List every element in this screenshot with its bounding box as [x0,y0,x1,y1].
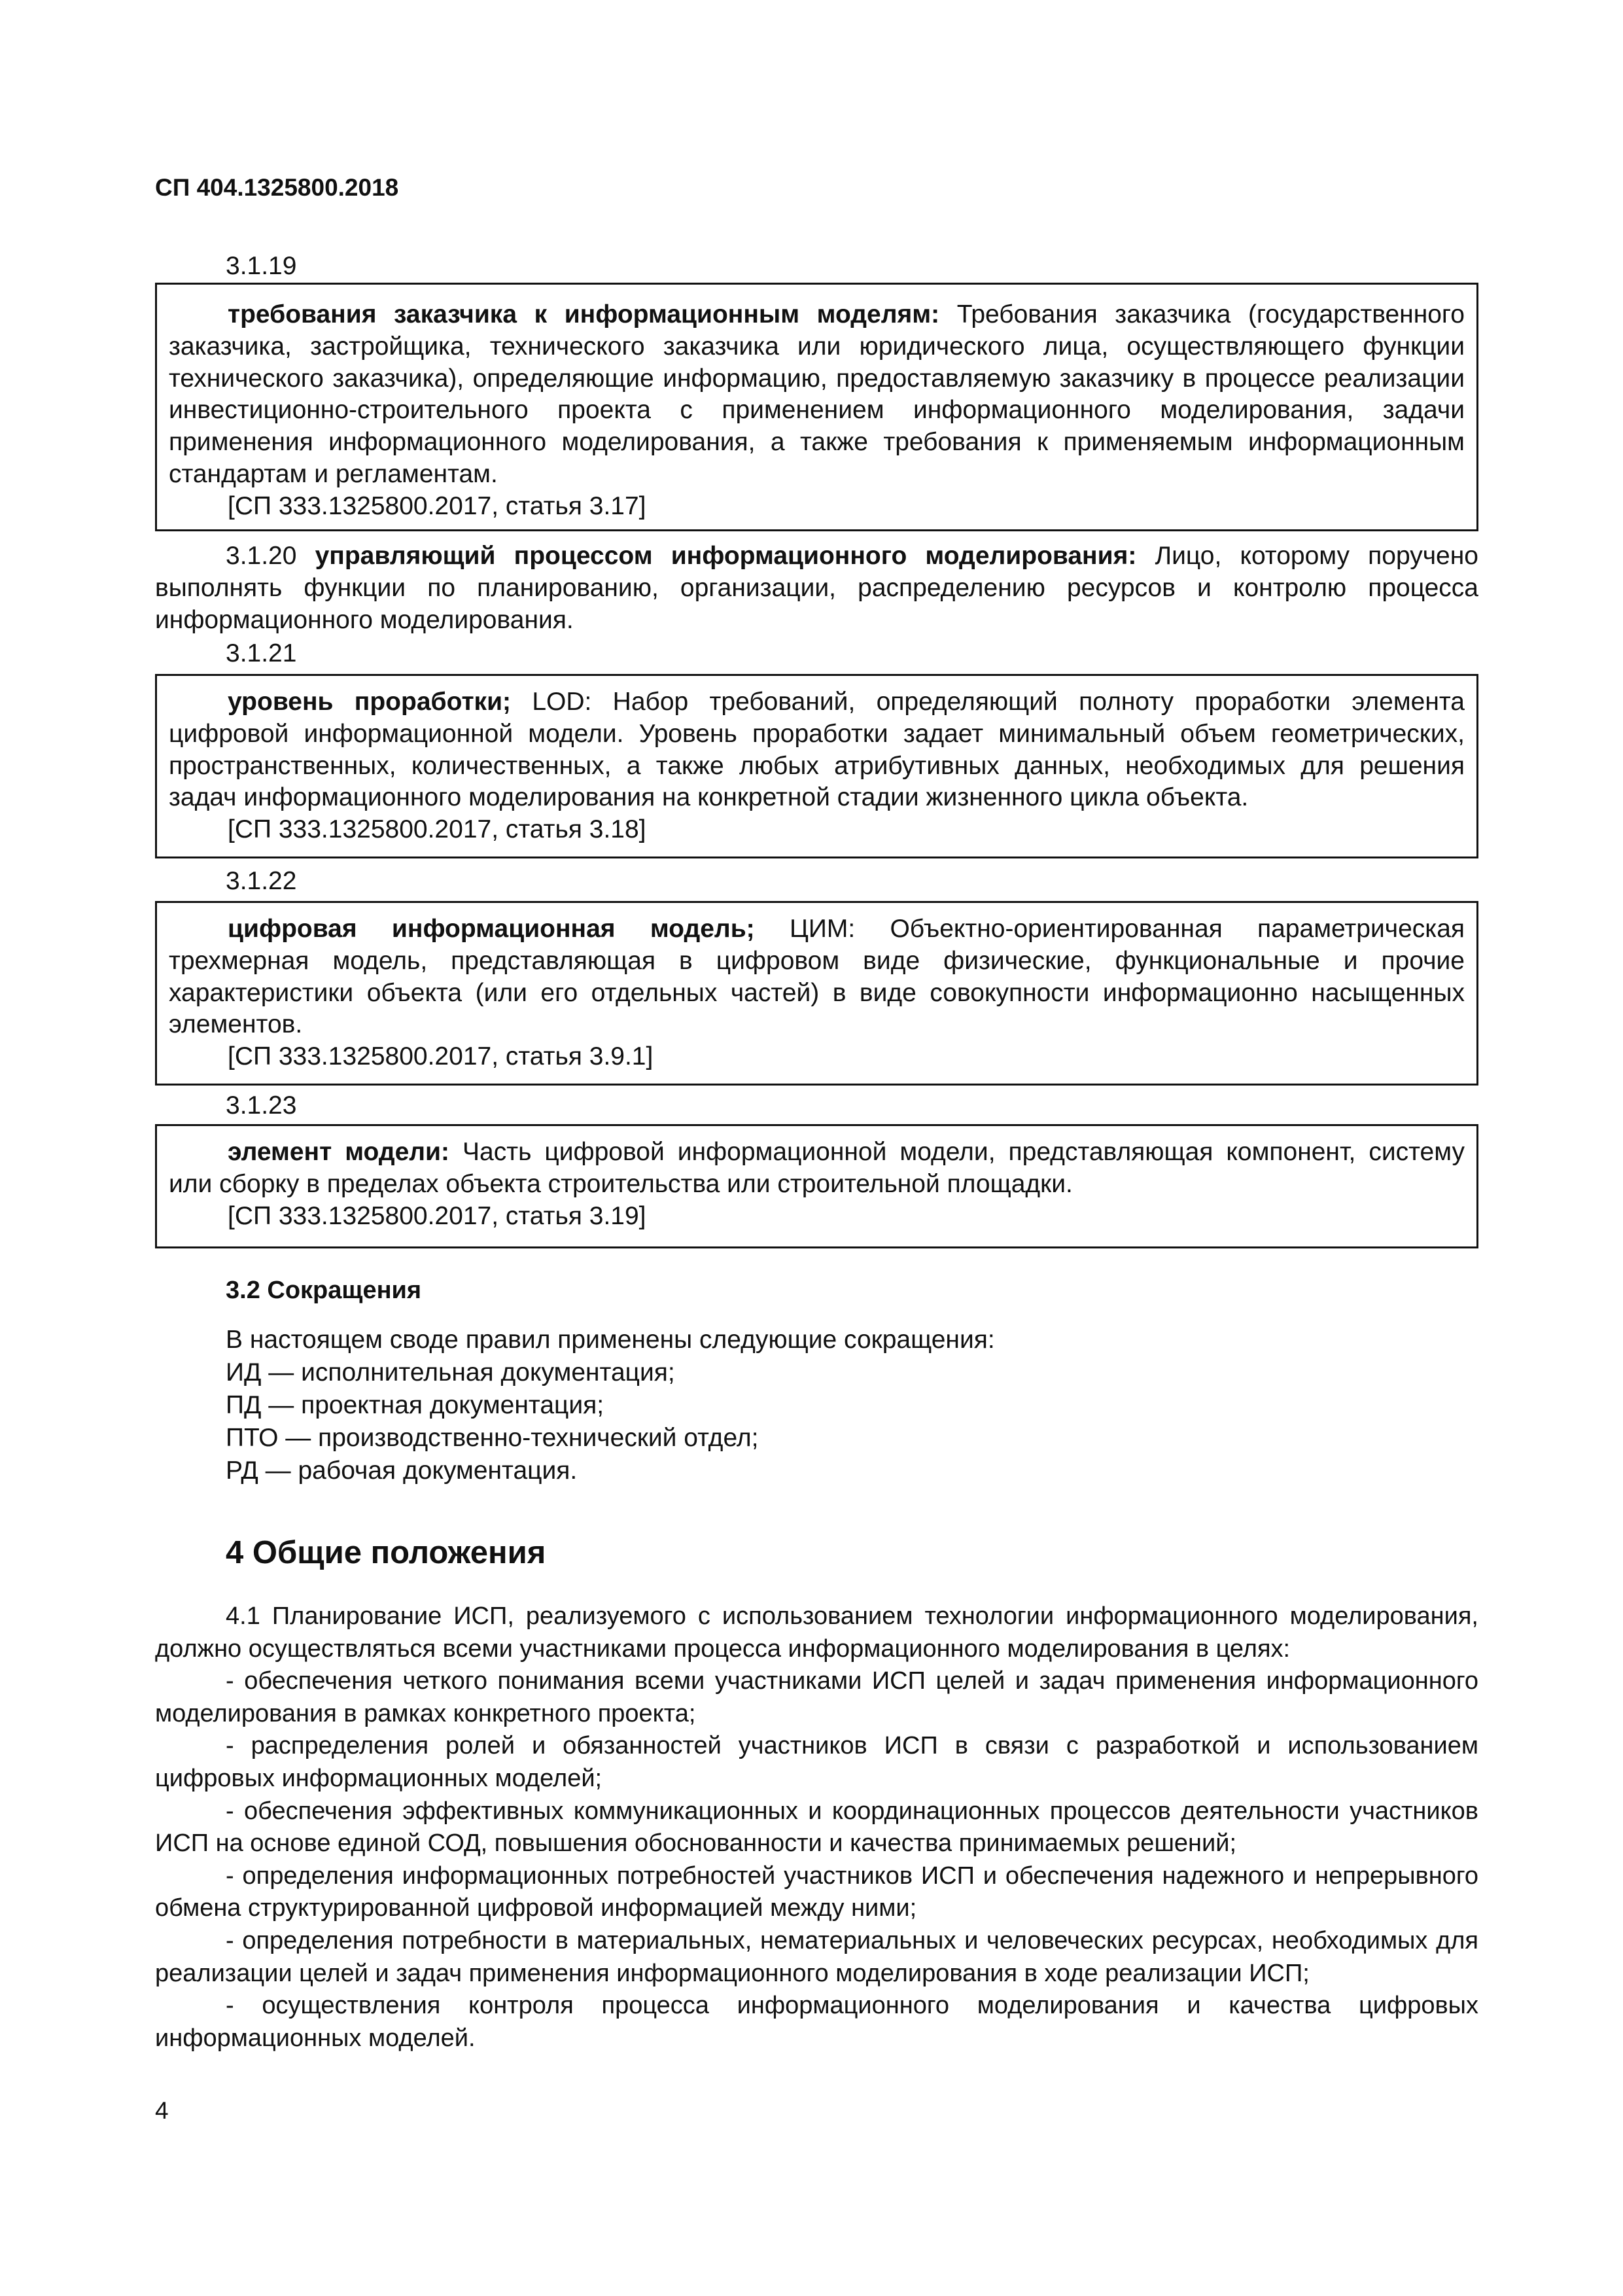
term-name: управляющий процессом информационного моделирования: [315,542,1137,570]
term-source: [СП 333.1325800.2017, статья 3.17] [228,491,646,520]
term-number: 3.1.23 [226,1091,297,1120]
term-definition-box [155,674,1478,858]
section-heading-general: 4 Общие положения [226,1535,546,1570]
term-number: 3.1.19 [226,252,297,280]
abbreviation-item: РД — рабочая документация. [226,1457,578,1485]
document-code: СП 404.1325800.2018 [155,174,399,201]
term-number: 3.1.22 [226,867,297,895]
list-item: - обеспечения четкого понимания всеми участниками ИСП целей и задач применения информационного моделирования в рамках конкретного проекта; [155,1667,1478,1727]
term-text: LOD: Набор требований, определяющий полноту проработки элемента цифровой информационной модели. Уровень проработки задает минимальный объем геометрических, пространственных, количественных, а также любых атрибутивных данных, необходимых для решения задач информационного моделирования на конкретной стадии жизненного цикла объекта. [169,688,1465,812]
term-definition [169,913,1465,1041]
term-number: 3.1.20 [226,542,297,570]
abbreviation-item: ПТО — производственно-технический отдел; [226,1424,759,1452]
term-name: элемент модели: [228,1138,450,1166]
abbreviation-item: ИД — исполнительная документация; [226,1358,675,1386]
term-definition [169,1137,1465,1201]
abbreviation-item: ПД — проектная документация; [226,1391,604,1419]
term-text: Лицо, которому поручено выполнять функции по планированию, организации, распределению ресурсов и контролю процесса информационного моделирования. [155,542,1478,634]
list-item: - обеспечения эффективных коммуникационных и координационных процессов деятельности участников ИСП на основе единой СОД, повышения обоснованности и качества принимаемых решений; [155,1797,1478,1858]
general-provisions [155,1600,1478,2055]
term-text: Требования заказчика (государственного заказчика, застройщика, технического заказчика или юридического лица, осуществляющего функции технического заказчика), определяющие информацию, предоставляемую заказчику в процессе реализации инвестиционно-строительного проекта с применением информационного моделирования, задачи применения информационного моделирования, а также требования к применяемым информационным стандартам и регламентам. [169,300,1465,488]
term-definition-box [155,901,1478,1086]
list-item: - распределения ролей и обязанностей участников ИСП в связи с разработкой и использованием цифровых информационных моделей; [155,1732,1478,1792]
list-item: - определения информационных потребностей участников ИСП и обеспечения надежного и непрерывного обмена структурированной цифровой информацией между ними; [155,1862,1478,1922]
term-definition [169,299,1465,491]
term-number: 3.1.21 [226,639,297,667]
term-source: [СП 333.1325800.2017, статья 3.9.1] [228,1042,654,1071]
term-text: ЦИМ: Объектно-ориентированная параметрическая трехмерная модель, представляющая в цифровом виде физические, функциональные и прочие характеристики объекта (или его отдельных частей) в виде совокупности информационно насыщенных элементов. [169,915,1465,1039]
term-definition [155,540,1478,636]
term-name: цифровая информационная модель; [228,915,755,943]
term-name: требования заказчика к информационным моделям: [228,300,940,328]
section-heading-abbreviations: 3.2 Сокращения [226,1277,422,1304]
term-definition-box [155,283,1478,531]
list-item: - осуществления контроля процесса информационного моделирования и качества цифровых информационных моделей. [155,1992,1478,2052]
abbreviation-intro: В настоящем своде правил применены следующие сокращения: [226,1326,995,1354]
term-text: Часть цифровой информационной модели, представляющая компонент, систему или сборку в пределах объекта строительства или строительной площадки. [169,1138,1465,1198]
list-item: - определения потребности в материальных, нематериальных и человеческих ресурсах, необходимых для реализации целей и задач применения информационного моделирования в ходе реализации ИСП; [155,1926,1478,1987]
abbreviation-list [226,1324,995,1487]
term-definition [169,686,1465,814]
term-definition-box [155,1124,1478,1248]
paragraph: 4.1 Планирование ИСП, реализуемого с использованием технологии информационного моделирования, должно осуществляться всеми участниками процесса информационного моделирования в целях: [155,1602,1478,1663]
term-source: [СП 333.1325800.2017, статья 3.19] [228,1201,646,1230]
page-number: 4 [155,2097,169,2124]
term-source: [СП 333.1325800.2017, статья 3.18] [228,815,646,844]
term-name: уровень проработки; [228,688,512,716]
